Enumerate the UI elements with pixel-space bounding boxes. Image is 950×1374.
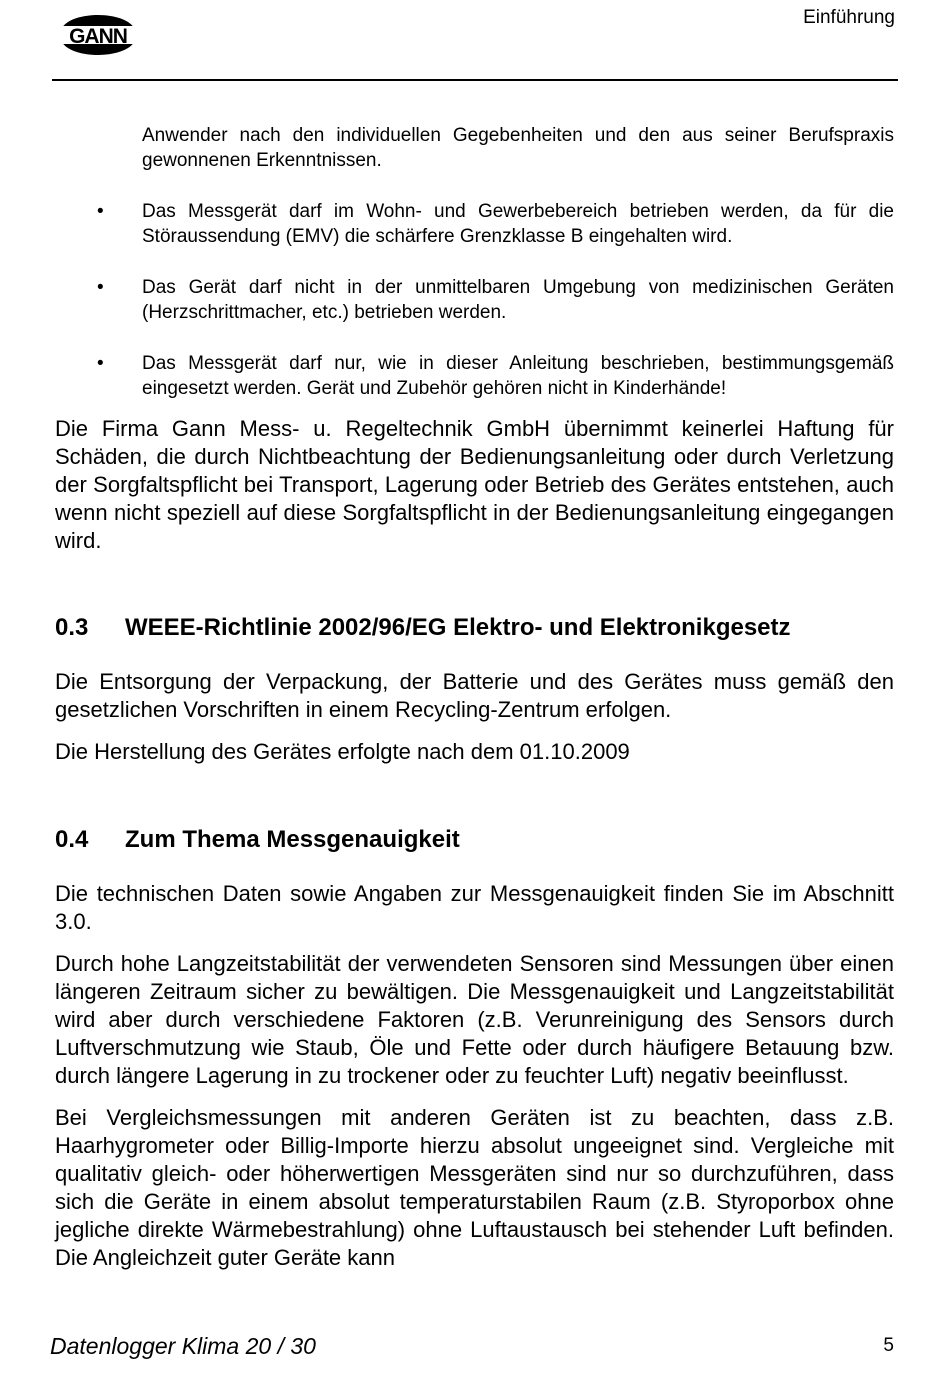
bullet-item bbox=[97, 275, 894, 325]
section-heading-0-4 bbox=[55, 825, 894, 855]
section-0-4-paragraph: Durch hohe Langzeitstabilität der verwendeten Sensoren sind Messungen über einen längeren Zeitraum sicher zu bewältigen. Die Messgenauigkeit und Langzeitstabilität wird aber durch verschiedene Faktoren (z.B. Verunreinigung des Sensors durch Luftverschmutzung wie Staub, Öle und Fette oder durch häufigere Betauung bzw. durch längere Lagerung in zu trockener oder zu feuchter Luft) negativ beeinflusst. bbox=[55, 951, 894, 1088]
bullet-item bbox=[97, 351, 894, 401]
bullet-text: Das Gerät darf nicht in der unmittelbaren Umgebung von medizinischen Geräten (Herzschrittmacher, etc.) betrieben werden. bbox=[142, 277, 894, 323]
section-number: 0.3 bbox=[55, 614, 89, 641]
section-heading-0-3 bbox=[55, 613, 894, 643]
bullet-dot-icon: • bbox=[97, 353, 104, 374]
liability-paragraph: Die Firma Gann Mess- u. Regeltechnik GmbH übernimmt keinerlei Haftung für Schäden, die durch Nichtbeachtung der Bedienungsanleitung oder durch Verletzung der Sorgfaltspflicht bei Transport, Lagerung oder Betrieb des Gerätes entstehen, auch wenn nicht speziell auf diese Sorgfaltspflicht in der Bedienungsanleitung eingegangen wird. bbox=[55, 416, 894, 553]
gann-logo bbox=[56, 12, 140, 58]
section-0-4-paragraph: Die technischen Daten sowie Angaben zur Messgenauigkeit finden Sie im Abschnitt 3.0. bbox=[55, 881, 894, 934]
bullet-text: Das Messgerät darf nur, wie in dieser Anleitung beschrieben, bestimmungsgemäß eingesetzt werden. Gerät und Zubehör gehören nicht in Kinderhände! bbox=[142, 353, 894, 399]
bullet-continuation: Anwender nach den individuellen Gegebenheiten und den aus seiner Berufspraxis gewonnenen Erkenntnissen. bbox=[142, 125, 894, 171]
footer-document-title: Datenlogger Klima 20 / 30 bbox=[50, 1333, 316, 1359]
section-0-4-paragraph: Bei Vergleichsmessungen mit anderen Geräten ist zu beachten, dass z.B. Haarhygrometer oder Billig-Importe hierzu absolut ungeeignet sind. Vergleiche mit qualitativ gleich- oder höherwertigen Messgeräten sind nur so durchzuführen, dass sich die Geräte in einem absolut temperaturstabilen Raum (z.B. Styroporbox ohne jegliche direkte Wärmebestrahlung) ohne Luftaustausch bei stehender Luft befinden. Die Angleichzeit guter Geräte kann bbox=[55, 1105, 894, 1270]
bullet-dot-icon: • bbox=[97, 277, 104, 298]
footer-page-number: 5 bbox=[883, 1335, 894, 1356]
bullet-list bbox=[55, 123, 894, 401]
section-0-3-paragraph: Die Entsorgung der Verpackung, der Batterie und des Gerätes muss gemäß den gesetzlichen Vorschriften in einem Recycling-Zentrum erfolgen. bbox=[55, 669, 894, 722]
page-content bbox=[55, 123, 894, 1272]
bullet-item bbox=[97, 199, 894, 249]
header-divider bbox=[52, 79, 898, 81]
section-title: WEEE-Richtlinie 2002/96/EG Elektro- und Elektronikgesetz bbox=[125, 614, 791, 641]
bullet-text: Das Messgerät darf im Wohn- und Gewerbebereich betrieben werden, da für die Störaussendung (EMV) die schärfere Grenzklasse B eingehalten wird. bbox=[142, 201, 894, 247]
logo-text: GANN bbox=[69, 25, 127, 48]
bullet-dot-icon: • bbox=[97, 201, 104, 222]
header-section-title: Einführung bbox=[803, 7, 895, 28]
section-0-3-paragraph: Die Herstellung des Gerätes erfolgte nach dem 01.10.2009 bbox=[55, 739, 630, 764]
section-number: 0.4 bbox=[55, 826, 89, 853]
section-title: Zum Thema Messgenauigkeit bbox=[125, 826, 460, 853]
